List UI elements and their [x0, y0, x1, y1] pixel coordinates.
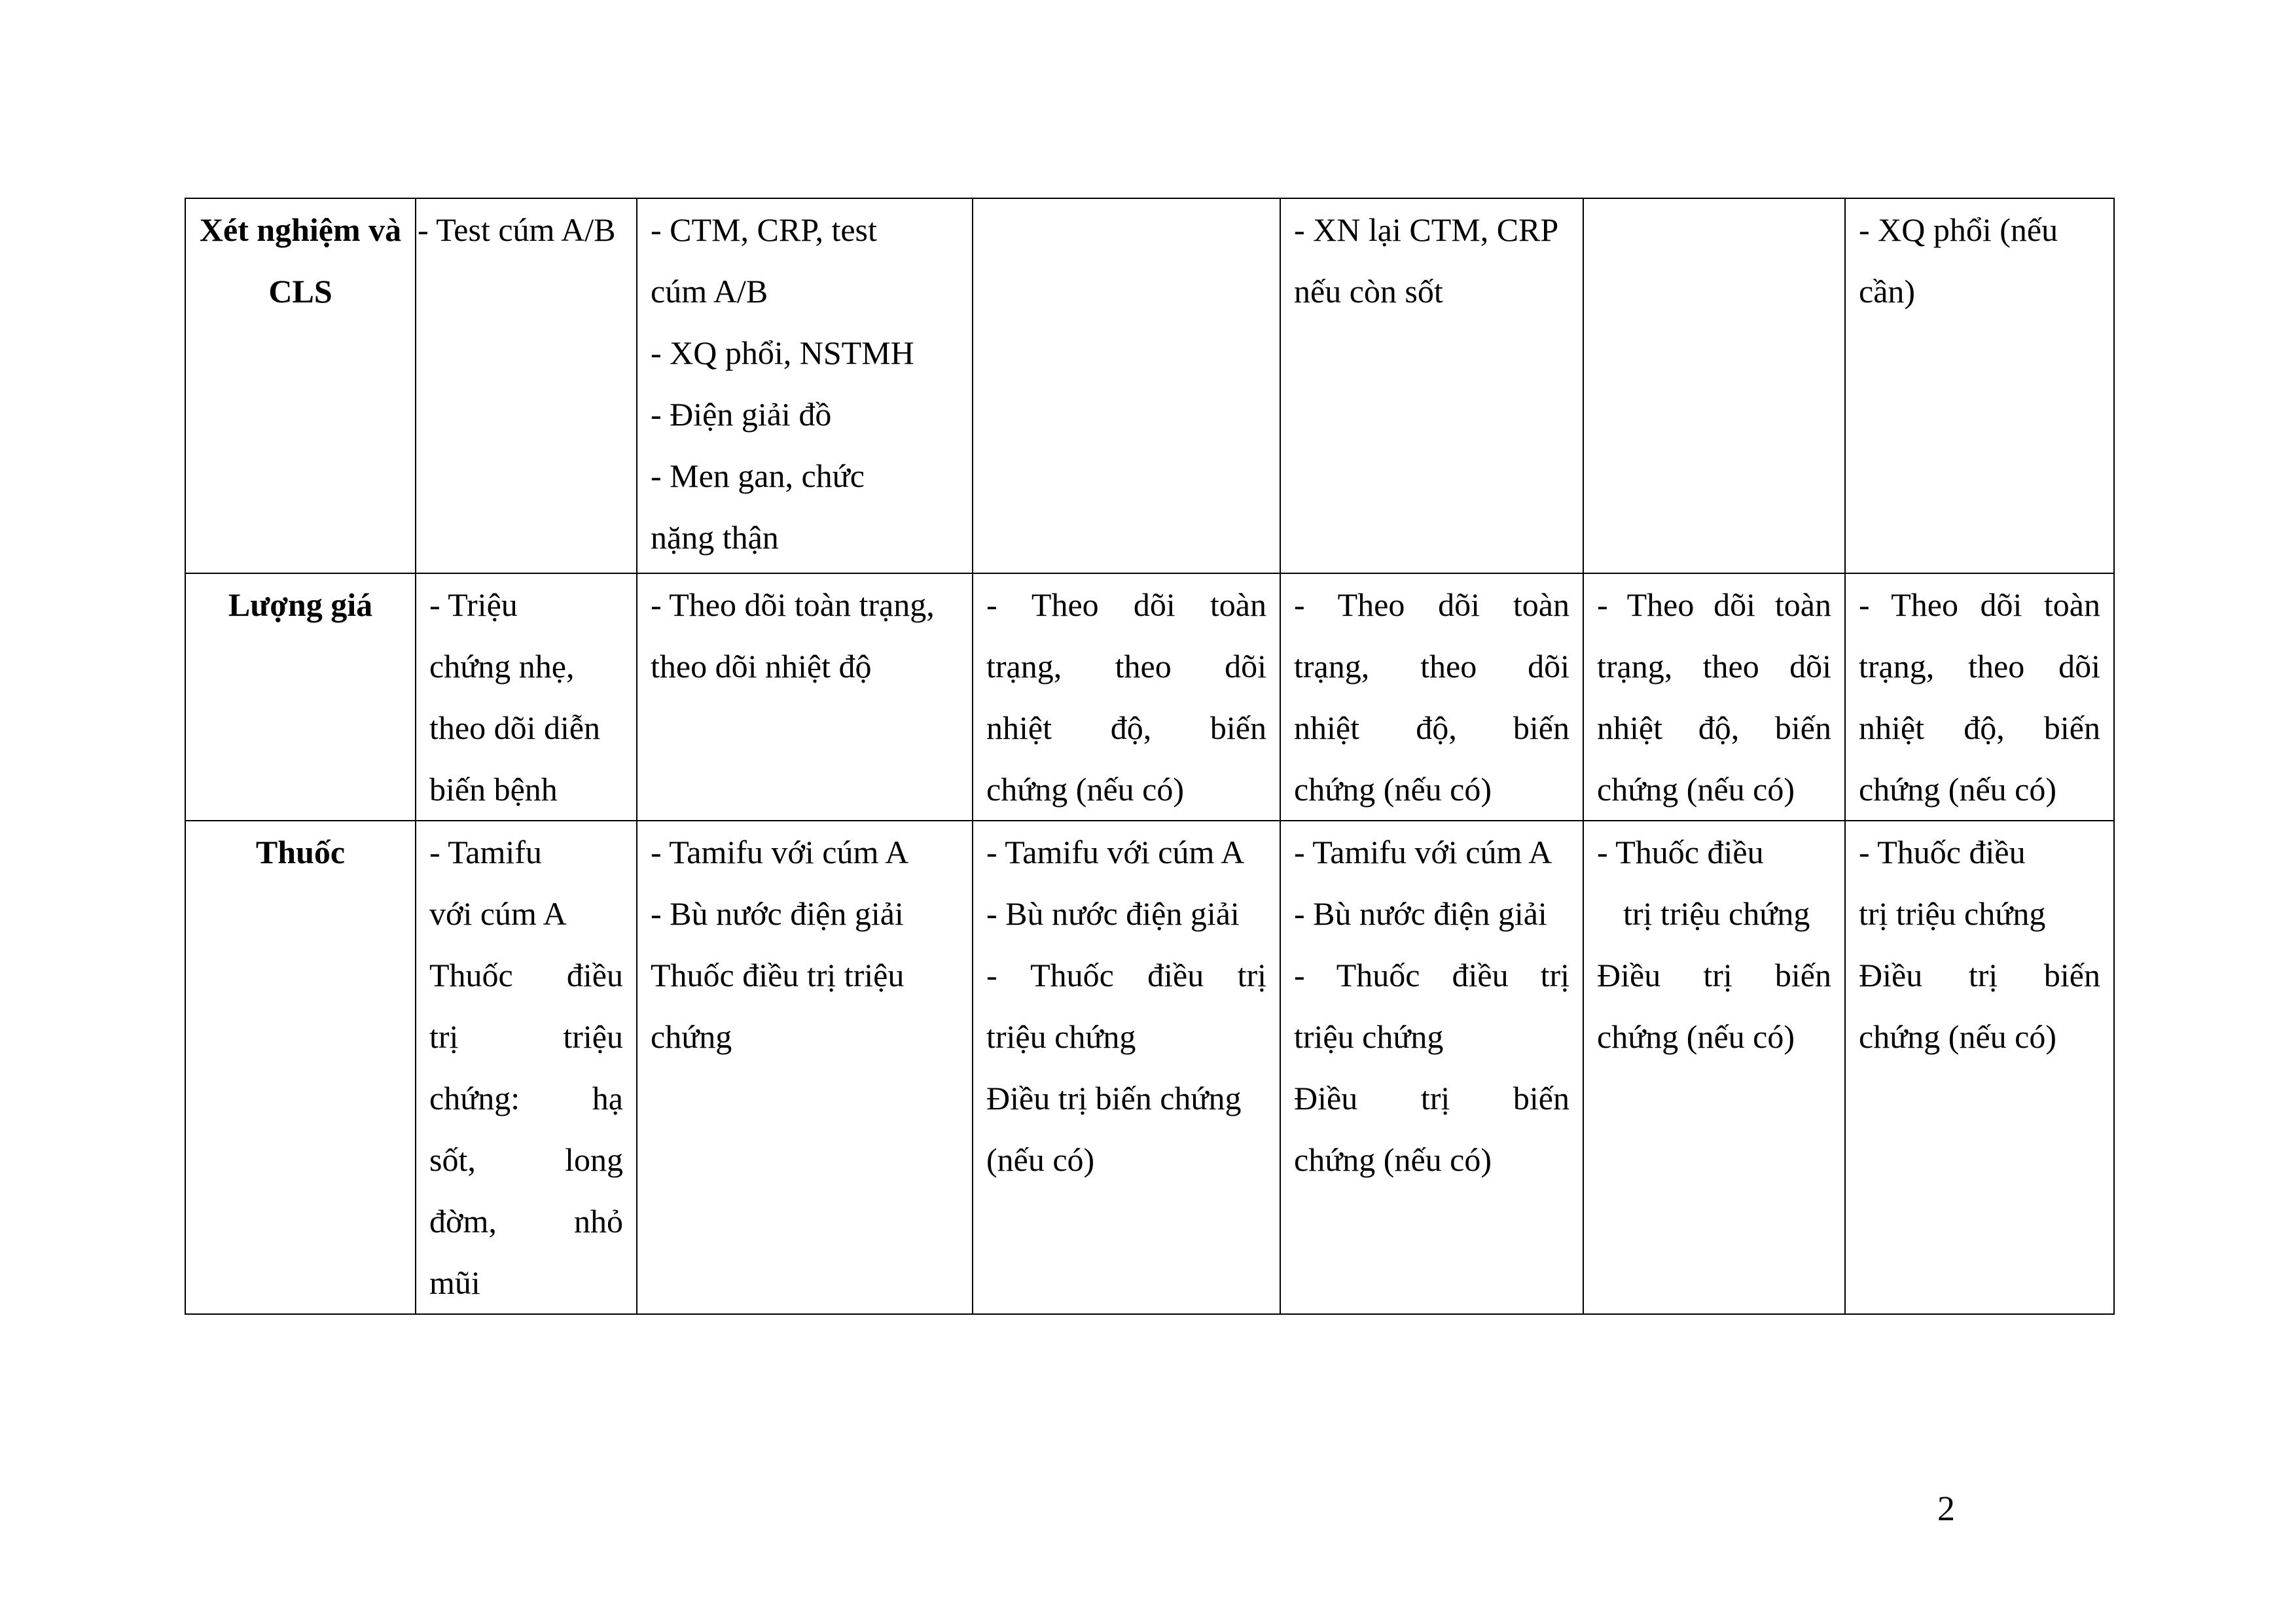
- cell-line: nhiệt độ, biến: [1294, 709, 1570, 746]
- table-cell: [973, 821, 1280, 1314]
- cell-line: - Theo dõi toàn: [986, 586, 1266, 623]
- cell-line: chứng nhẹ,: [429, 648, 575, 685]
- cell-line: - Theo dõi toàn: [1597, 586, 1831, 623]
- cell-line: Điều trị biến: [1597, 957, 1831, 993]
- table-cell: [973, 573, 1280, 821]
- cell-line: nếu còn sốt: [1294, 273, 1443, 310]
- cell-line: trị triệu: [429, 1018, 623, 1055]
- cell-line: - Thuốc điều trị: [986, 957, 1266, 993]
- page-number: 2: [1937, 1489, 1955, 1528]
- cell-line: Điều trị biến: [1294, 1080, 1570, 1116]
- cell-line: chứng (nếu có): [1597, 771, 1795, 808]
- row-heading: [185, 573, 416, 821]
- cell-line: với cúm A: [429, 895, 567, 932]
- cell-line: - Men gan, chức: [651, 457, 865, 494]
- cell-line: trạng, theo dõi: [986, 648, 1266, 685]
- cell-line: Thuốc điều trị triệu: [651, 957, 905, 993]
- row-heading-line: Thuốc: [255, 834, 346, 870]
- cell-line: (nếu có): [986, 1141, 1095, 1178]
- cell-line: đờm, nhỏ: [429, 1203, 623, 1240]
- table-cell: [1280, 821, 1583, 1314]
- table-cell: [1583, 573, 1845, 821]
- table-cell: [1845, 573, 2114, 821]
- cell-line: trạng, theo dõi: [1294, 648, 1570, 685]
- row-heading-line: Lượng giá: [228, 586, 373, 623]
- cell-line: - Theo dõi toàn trạng,: [651, 586, 935, 623]
- cell-line: mũi: [429, 1264, 480, 1301]
- table-cell: [1583, 821, 1845, 1314]
- cell-line: Thuốc điều: [429, 957, 623, 993]
- cell-line: Điều trị biến: [1859, 957, 2100, 993]
- cell-line: trị triệu chứng: [1859, 895, 2046, 932]
- cell-line: chứng (nếu có): [1294, 1141, 1492, 1178]
- cell-line: - Triệu: [429, 586, 518, 623]
- cell-line: - Tamifu với cúm A: [1294, 834, 1552, 870]
- cell-line: - XQ phổi (nếu: [1859, 211, 2058, 248]
- cell-line: - Test cúm A/B: [418, 211, 616, 248]
- cell-line: - Bù nước điện giải: [1294, 895, 1547, 932]
- row-heading: [185, 198, 416, 573]
- cell-line: trạng, theo dõi: [1859, 648, 2100, 685]
- cell-line: - Thuốc điều trị: [1294, 957, 1570, 993]
- table-cell: [637, 198, 973, 573]
- cell-line: nhiệt độ, biến: [1859, 709, 2100, 746]
- table-cell: [973, 198, 1280, 573]
- table-cell: [637, 573, 973, 821]
- table-cell: [1845, 198, 2114, 573]
- cell-line: - Tamifu với cúm A: [651, 834, 909, 870]
- table-cell: [1280, 198, 1583, 573]
- cell-line: - Tamifu: [429, 834, 542, 870]
- cell-line: nhiệt độ, biến: [986, 709, 1266, 746]
- table-cell: [1280, 573, 1583, 821]
- row-heading: [185, 821, 416, 1314]
- cell-line: cần): [1859, 273, 1916, 310]
- cell-line: chứng: [651, 1018, 732, 1055]
- cell-line: theo dõi nhiệt độ: [651, 648, 872, 685]
- cell-line: chứng (nếu có): [1859, 771, 2056, 808]
- cell-line: - Theo dõi toàn: [1294, 586, 1570, 623]
- cell-line: sốt, long: [429, 1141, 623, 1178]
- cell-line: - Theo dõi toàn: [1859, 586, 2100, 623]
- table-row: [185, 573, 2114, 821]
- cell-line: - Tamifu với cúm A: [986, 834, 1245, 870]
- row-heading-line: CLS: [268, 273, 332, 310]
- cell-line: theo dõi diễn: [429, 709, 601, 746]
- cell-line: trạng, theo dõi: [1597, 648, 1831, 685]
- cell-line: chứng (nếu có): [986, 771, 1184, 808]
- cell-line: - Điện giải đồ: [651, 396, 832, 433]
- cell-line: Điều trị biến chứng: [986, 1080, 1242, 1116]
- table-row: [185, 198, 2114, 573]
- table-cell: [1845, 821, 2114, 1314]
- cell-line: chứng (nếu có): [1597, 1018, 1795, 1055]
- cell-line: biến bệnh: [429, 771, 558, 808]
- cell-line: chứng (nếu có): [1859, 1018, 2056, 1055]
- cell-line: - XN lại CTM, CRP: [1294, 211, 1559, 248]
- treatment-table: [185, 198, 2115, 1315]
- cell-line: - Bù nước điện giải: [986, 895, 1240, 932]
- cell-line: triệu chứng: [986, 1018, 1136, 1055]
- cell-line: - Thuốc điều: [1597, 834, 1764, 870]
- cell-line: cúm A/B: [651, 273, 768, 310]
- cell-line: - XQ phổi, NSTMH: [651, 334, 914, 371]
- table-cell: [1583, 198, 1845, 573]
- cell-line: - CTM, CRP, test: [651, 211, 877, 248]
- cell-line: triệu chứng: [1294, 1018, 1444, 1055]
- cell-line: - Thuốc điều: [1859, 834, 2026, 870]
- cell-line: trị triệu chứng: [1623, 895, 1810, 932]
- table-cell: [416, 821, 637, 1314]
- cell-line: nặng thận: [651, 519, 779, 556]
- cell-line: chứng: hạ: [429, 1080, 623, 1116]
- cell-line: - Bù nước điện giải: [651, 895, 904, 932]
- table-cell: [416, 573, 637, 821]
- table-cell: [416, 198, 637, 573]
- table-row: [185, 821, 2114, 1314]
- cell-line: nhiệt độ, biến: [1597, 709, 1831, 746]
- cell-line: chứng (nếu có): [1294, 771, 1492, 808]
- row-heading-line: Xét nghiệm và: [199, 211, 402, 248]
- table-cell: [637, 821, 973, 1314]
